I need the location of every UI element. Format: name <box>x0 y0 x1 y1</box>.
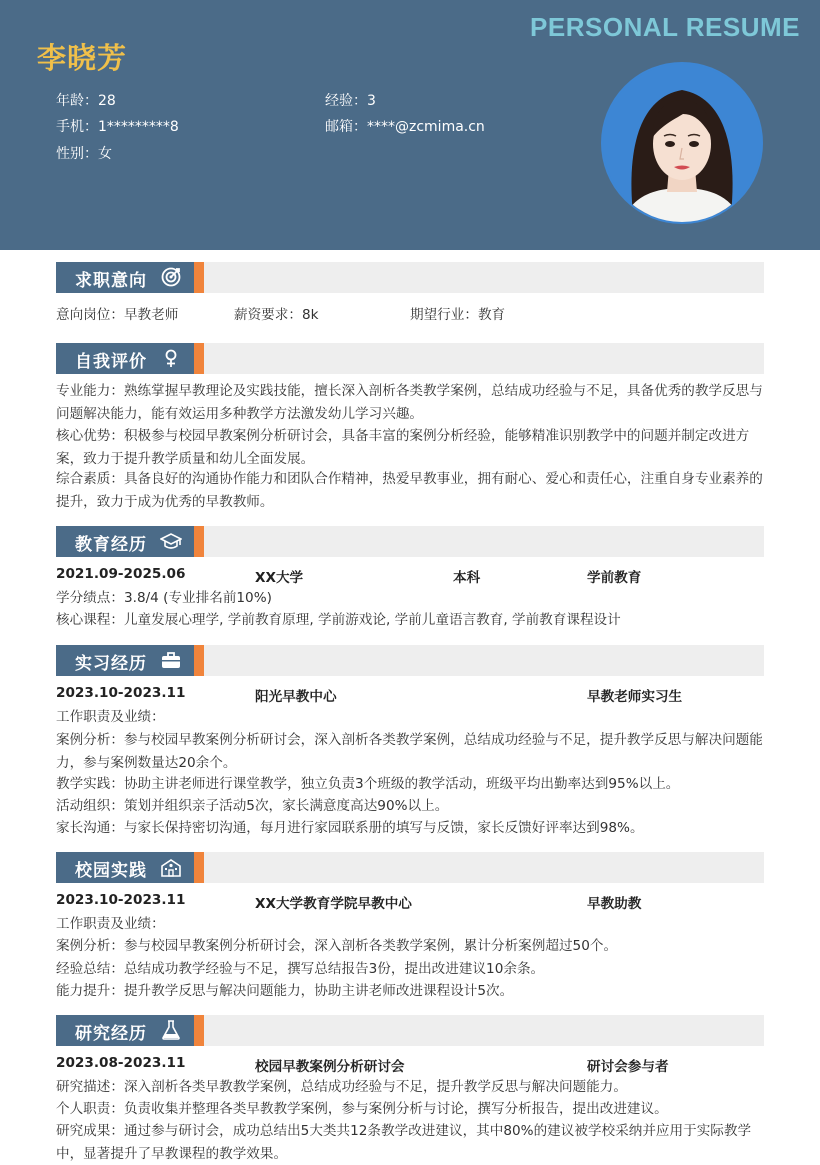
section-title: 求职意向 <box>75 271 147 291</box>
campus-intro: 工作职责及业绩： <box>56 916 165 932</box>
education-degree: 本科 <box>453 570 481 586</box>
section-title-box <box>56 262 194 293</box>
resume-title: PERSONAL RESUME <box>530 12 800 42</box>
section-accent <box>194 262 204 293</box>
header-banner <box>0 0 820 250</box>
internship-activities: 活动组织：策划并组织亲子活动5次，家长满意度高达90%以上。 <box>56 798 449 814</box>
internship-date: 2023.10-2023.11 <box>56 685 186 701</box>
section-title-box <box>56 645 194 676</box>
gender-info: 性别：女 <box>56 146 112 162</box>
internship-intro: 工作职责及业绩： <box>56 709 165 725</box>
section-header-campus <box>56 852 764 883</box>
self-eval-skill: 专业能力：熟练掌握早教理论及实践技能，擅长深入剖析各类教学案例，总结成功经验与不足，具备优秀的教学反思与问题解决能力，能有效运用多种教学方法激发幼儿学习兴趣。 <box>56 383 763 422</box>
self-eval-quality: 综合素质：具备良好的沟通协作能力和团队合作精神，热爱早教事业，拥有耐心、爱心和责任心，注重自身专业素养的提升，致力于成为优秀的早教教师。 <box>56 471 763 510</box>
section-title-box <box>56 852 194 883</box>
section-header-intention <box>56 262 764 293</box>
campus-case-analysis: 案例分析：参与校园早教案例分析研讨会，深入剖析各类教学案例，累计分析案例超过50个。 <box>56 938 618 954</box>
campus-summary: 经验总结：总结成功教学经验与不足，撰写总结报告3份，提出改进建议10余条。 <box>56 961 545 977</box>
campus-improvement: 能力提升：提升教学反思与解决问题能力，协助主讲老师改进课程设计5次。 <box>56 983 514 999</box>
section-header-internship <box>56 645 764 676</box>
self-eval-advantage: 核心优势：积极参与校园早教案例分析研讨会，具备丰富的案例分析经验，能够精准识别教学中的问题并制定改进方案，致力于提升教学质量和幼儿全面发展。 <box>56 428 750 467</box>
research-duties: 个人职责：负责收集并整理各类早教教学案例，参与案例分析与讨论，撰写分析报告，提出改进建议。 <box>56 1101 668 1117</box>
section-title: 教育经历 <box>75 535 147 555</box>
profile-photo <box>601 62 763 224</box>
section-title: 自我评价 <box>75 352 147 372</box>
internship-teaching: 教学实践：协助主讲老师进行课堂教学，独立负责3个班级的教学活动，班级平均出勤率达到95%以上。 <box>56 776 680 792</box>
intention-industry: 期望行业：教育 <box>410 307 506 323</box>
section-title-box <box>56 526 194 557</box>
education-school: XX大学 <box>255 570 304 586</box>
research-role: 研讨会参与者 <box>587 1059 669 1075</box>
email-info: 邮箱：****@zcmima.cn <box>325 119 485 135</box>
internship-role: 早教老师实习生 <box>587 689 683 705</box>
section-accent <box>194 852 204 883</box>
person-icon <box>160 347 182 369</box>
research-date: 2023.08-2023.11 <box>56 1055 186 1071</box>
section-accent <box>194 1015 204 1046</box>
education-date: 2021.09-2025.06 <box>56 566 186 582</box>
section-title: 实习经历 <box>75 654 147 674</box>
target-icon <box>160 266 182 288</box>
briefcase-icon <box>160 649 182 671</box>
campus-role: 早教助教 <box>587 896 642 912</box>
section-title: 研究经历 <box>75 1024 147 1044</box>
flask-icon <box>160 1019 182 1041</box>
section-title-box <box>56 343 194 374</box>
education-major: 学前教育 <box>587 570 642 586</box>
section-accent <box>194 526 204 557</box>
internship-org: 阳光早教中心 <box>255 689 337 705</box>
section-accent <box>194 343 204 374</box>
intention-salary: 薪资要求：8k <box>234 307 319 323</box>
section-title: 校园实践 <box>75 861 147 881</box>
education-gpa: 学分绩点：3.8/4 (专业排名前10%) <box>56 590 272 606</box>
section-header-research <box>56 1015 764 1046</box>
campus-org: XX大学教育学院早教中心 <box>255 896 412 912</box>
section-header-self-evaluation <box>56 343 764 374</box>
internship-case-analysis: 案例分析：参与校园早教案例分析研讨会，深入剖析各类教学案例，总结成功经验与不足，提升教学反思与解决问题能力，参与案例数量达20余个。 <box>56 732 763 771</box>
intention-position: 意向岗位：早教老师 <box>56 307 179 323</box>
candidate-name: 李晓芳 <box>37 41 128 75</box>
section-accent <box>194 645 204 676</box>
research-org: 校园早教案例分析研讨会 <box>255 1059 405 1075</box>
section-title-box <box>56 1015 194 1046</box>
campus-date: 2023.10-2023.11 <box>56 892 186 908</box>
graduation-cap-icon <box>160 530 182 552</box>
phone-info: 手机：1*********8 <box>56 119 179 135</box>
section-header-education <box>56 526 764 557</box>
school-building-icon <box>160 856 182 878</box>
internship-parents: 家长沟通：与家长保持密切沟通，每月进行家园联系册的填写与反馈，家长反馈好评率达到98%。 <box>56 820 644 836</box>
education-courses: 核心课程：儿童发展心理学, 学前教育原理, 学前游戏论, 学前儿童语言教育, 学前教育课程设计 <box>56 612 621 628</box>
experience-info: 经验：3 <box>325 93 376 109</box>
research-description: 研究描述：深入剖析各类早教教学案例，总结成功经验与不足，提升教学反思与解决问题能力。 <box>56 1079 627 1095</box>
research-results: 研究成果：通过参与研讨会，成功总结出5大类共12条教学改进建议，其中80%的建议被学校采纳并应用于实际教学中，显著提升了早教课程的教学效果。 <box>56 1123 752 1162</box>
age-info: 年龄：28 <box>56 93 116 109</box>
